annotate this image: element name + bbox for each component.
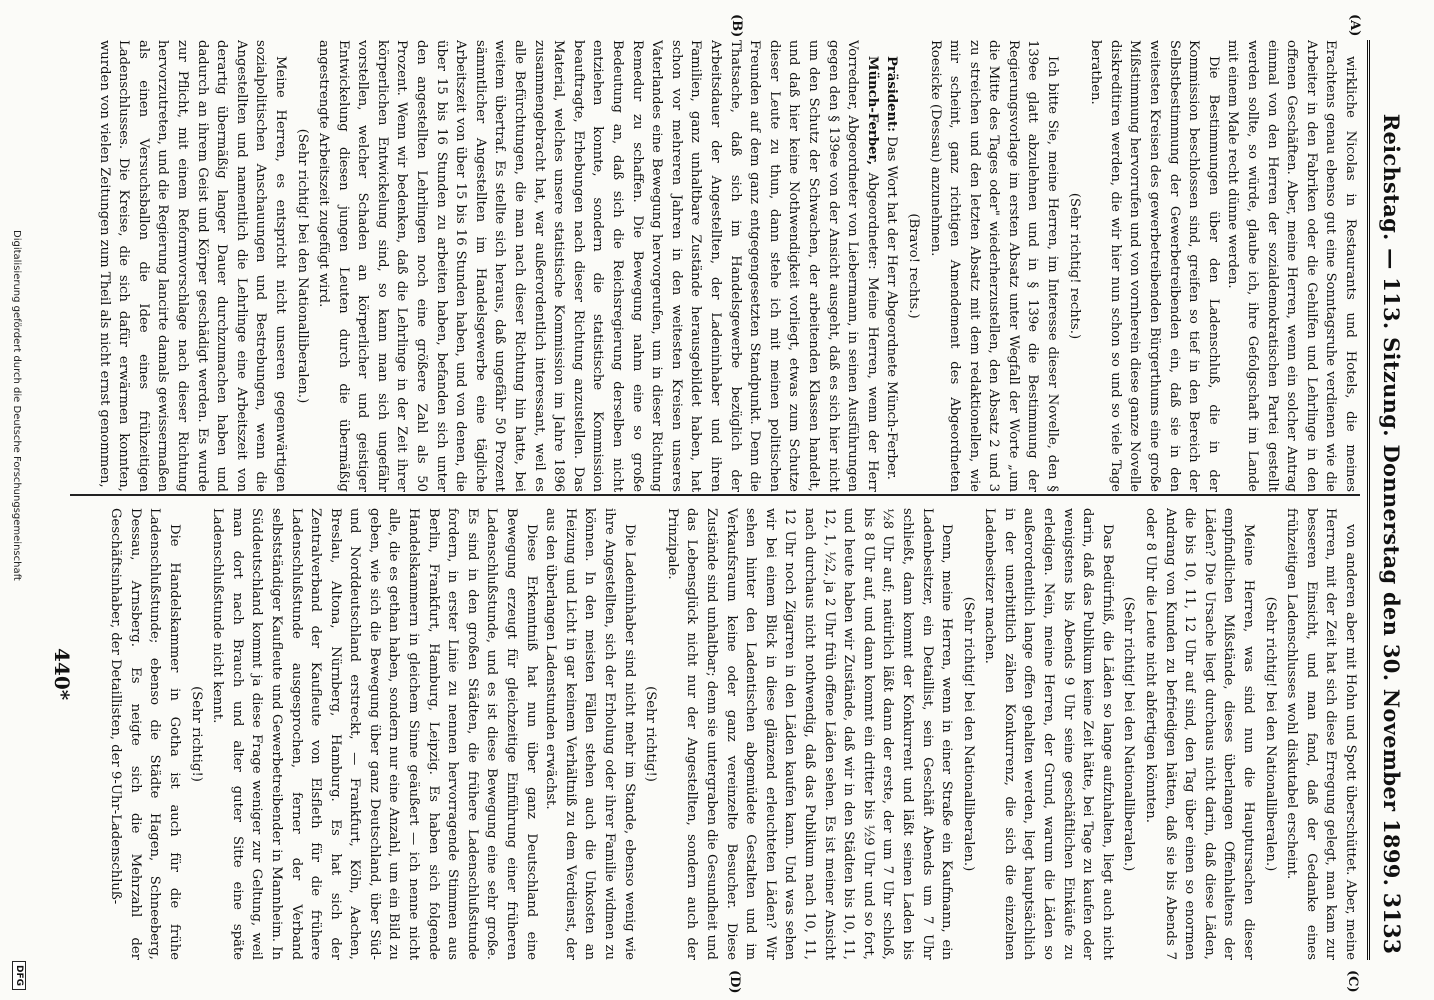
interjection: (Sehr richtig! bei den Nationalliberalen.) <box>1262 596 1278 872</box>
page-title: Reichstag. — 113. Sitzung. Donnerstag den 30. November 1899. <box>1379 113 1404 887</box>
paragraph: Ich bitte Sie, meine Herren, im Interesse dieser Novelle, den § 139ee glatt abzulehnen und in § 139e die Bestimmung der Regierungsvorlage im ersten Absatz unter Wegfall der Worte „um die Mitte des Tages oder" wiederherzustellen, den Absatz 2 und 3 zu streichen und den letzten Absatz mit dem redaktionellen, wie mir scheint, ganz richtigen Amendement des Abgeordneten Roesicke (Dessau) anzunehmen. <box>927 40 1061 492</box>
dfg-logo: DFG <box>12 961 26 990</box>
interjection: (Sehr richtig!) <box>188 686 204 782</box>
margin-marker-c: (C) <box>1345 970 1360 993</box>
paragraph: von anderen aber mit Hohn und Spott überschüttet. Aber, meine Herren, mit der Zeit hat sich diese Erregung gelegt, man kam zur besseren Einsicht, und man fand, daß der Gedanke eines frühzeitigen Ladenschlusses wohl diskutabel erscheint. <box>1284 508 1358 960</box>
paragraph: Das Bedürfniß, die Läden so lange aufzuhalten, liegt auch nicht darin, daß das Publikum keine Zeit hätte, bei Tage zu kaufen oder wenigstens bis Abends 9 Uhr seine geschäftlichen Einkäufe zu erledigen. Nein, meine Herren, der Grund, warum die Läden so außerordentlich lange offen gehalten werden, liegt hauptsächlich in der unerbittlich zähen Konkurrenz, die sich die einzelnen Ladenbesitzer machen. <box>982 508 1115 960</box>
interjection: (Sehr richtig! bei den Nationalliberalen.) <box>294 128 310 404</box>
paragraph: wirkliche Nicolas in Restaurants und Hotels, die meines Erachtens genau ebenso gut eine Sonntagsruhe verdienen wie die Arbeiter in den Fabriken oder die Gehilfen und Lehrlinge in den offenen Geschäften. Aber, meine Herren, wenn ein solcher Antrag einmal von den Herren der sozialdemokratischen Partei gestellt werden sollte, so würde, glaube ich, ihre Gefolgschaft im Lande mit einem Male recht dünne werden. <box>1225 40 1358 492</box>
margin-marker-b: (B) <box>729 14 744 38</box>
left-column <box>70 40 1360 492</box>
speech-text: Abgeordneter: Meine Herren, wenn der Herr Vorredner, Abgeordneter von Liebermann, in seinen Ausführungen gegen den § 139ee von der Ansicht ausgeht, daß es sich hier nicht um den Schutz der Schwachen, der arbeitenden Klassen handelt, und daß hier keine Nothwendigkeit vorliegt, etwas zum Schutze dieser Leute zu thun, dann stehe ich mit meinen politischen Freunden auf dem ganz entgegengesetzten Standpunkt. Denn die Thatsache, daß sich im Handelsgewerbe bezüglich der Arbeitsdauer der Angestellten, der Ladeninhaber und ihren Familien, ganz unhaltbare Zustände herausgebildet haben, hat schon vor mehreren Jahren in den weitesten Kreisen unseres Vaterlandes eine Bewegung hervorgerufen, um in dieser Richtung Remedur zu schaffen. Die Bewegung nahm eine so große Bedeutung an, daß sich die Reichsregierung derselben nicht entziehen konnte, sondern die statistische Kommission beauftragte, Erhebungen nach dieser Richtung anzustellen. Das Material, welches unsere statistische Kommission im Jahre 1896 zusammengebracht hat, war außerordentlich interessant, weil es alle Befürchtungen, die man nach dieser Richtung hin hatte, bei weitem übertraf. Es stellte sich heraus, daß ungefähr 50 Prozent sämmtlicher Angestellten im Handelsgewerbe eine tägliche Arbeitszeit von über 15 bis 16 Stunden haben, und von denen, die über 15 bis 16 Stunden zu arbeiten haben, befanden sich unter den angestellten Lehrlingen noch eine größere Zahl als 50 Prozent. Wenn wir bedenken, daß die Lehrlinge in der Zeit ihrer körperlichen Entwickelung sind, so kann man sich ungefähr vorstellen, welcher Schaden an körperlicher und geistiger Entwickelung diesen jungen Leuten durch die übermäßig angestrengte Arbeitszeit zugefügt wird. <box>316 40 880 492</box>
paragraph: Die Ladeninhaber sind nicht mehr im Stande, ebenso wenig wie ihre Angestellten, sich der Erholung oder ihrer Familie widmen zu können. In den meisten Fällen stehen auch die Unkosten an Heizung und Licht in gar keinem Verhältniß zu dem Verdienst, der aus den überlangen Ladenstunden erwächst. <box>543 508 637 960</box>
margin-marker-a: (A) <box>1347 14 1362 37</box>
digitization-note: Digitalisierung gefördert durch die Deutsche Forschungsgemeinschaft <box>11 230 22 581</box>
speaker-name: Münch-Ferber, <box>864 56 880 166</box>
paragraph: Meine Herren, was sind nun die Hauptursachen dieser empfindlichen Mißstände, dieses überlangen Offenhaltens der Läden? Die Ursache liegt durchaus nicht darin, daß diese Läden, die bis 10, 11, 12 Uhr auf sind, den Tag über einen so enormen Andrang von Kunden zu befriedigen hätten, daß sie bis Abends 7 oder 8 Uhr die Leute nicht abfertigen könnten. <box>1143 508 1257 960</box>
speaker-name: Präsident: <box>884 56 900 133</box>
speaker-paragraph <box>314 40 882 492</box>
interjection: (Sehr richtig! bei den Nationalliberalen.) <box>960 596 976 872</box>
right-column <box>70 508 1360 960</box>
speech-text: Das Wort hat der Herr Abgeordnete Münch-Ferber. <box>884 136 900 480</box>
paragraph: Denn, meine Herren, wenn in einer Straße ein Kaufmann, ein Ladenbesitzer, ein Detaillist, sein Geschäft Abends um 7 Uhr schließt, dann kommt der Konkurrent und läßt seinen Laden bis ½8 Uhr auf; natürlich läßt dann der erste, der um 7 Uhr schloß, bis 8 Uhr auf, und dann kommt ein dritter bis ½9 Uhr und so fort, und heute haben wir Zustände, daß wir in den Städten bis 10, 11, 12, 1, ½2, ja 2 Uhr früh offene Läden sehen. Es ist meiner Ansicht nach durchaus nicht nothwendig, daß das Publikum nach 10, 11, 12 Uhr noch Zigarren in den Läden kaufen kann. Und was sehen wir bei einem Blick in diese glänzend erleuchteten Läden? Wir sehen hinter den Ladentischen abgemüdete Gestalten und im Verkaufsraum keine oder ganz vereinzelte Besucher. Diese Zustände sind unhaltbar; denn sie untergraben die Gesundheit und das Lebensglück nicht nur der Angestellten, sondern auch der Prinzipale. <box>664 508 955 960</box>
paragraph: Diese Erkenntniß hat nun über ganz Deutschland eine Bewegung erzeugt für gleichzeitige Einführung einer früheren Ladenschlußstunde, und es ist diese Bewegung eine sehr große. Es sind in den großen Städten, die frühere Ladenschlußstunde fordern, in erster Linie zu nennen hervorragende Stimmen aus Berlin, Frankfurt, Hamburg, Leipzig. Es haben sich folgende Handelskammern in gleichem Sinne geäußert — ich nenne nicht alle, die es gethan haben, sondern nur eine Anzahl, um ein Bild zu geben, wie sich die Bewegung über ganz Deutschland, über Süd- und Norddeutschland erstreckt, — Frankfurt, Köln, Aachen, Breslau, Altona, Nürnberg, Hamburg. Es hat sich der Zentralverband der Kaufleute von Elsfleth für die frühere Ladenschlußstunde ausgesprochen, ferner der Verband selbstständiger Kaufleute und Gewerbetreibender in Mannheim. In Süddeutschland kommt ja diese Frage weniger zur Geltung, weil man dort nach Brauch und alter guter Sitte eine späte Ladenschlußstunde nicht kennt. <box>210 508 539 960</box>
interjection: (Sehr richtig!) <box>643 686 659 782</box>
margin-marker-d: (D) <box>727 970 742 994</box>
page-number: 3133 <box>1378 892 1404 954</box>
column-divider <box>70 494 1360 496</box>
interjection: (Sehr richtig! bei den Nationalliberalen.) <box>1121 596 1137 872</box>
sheet-signature: 440* <box>50 648 74 701</box>
interjection: (Bravo! rechts.) <box>905 213 921 319</box>
page-header <box>1367 40 1410 960</box>
paragraph: Meine Herren, es entspricht nicht unseren gegenwärtigen sozialpolitischen Anschauungen und Bestrebungen, wenn die Angestellten und namentlich die Lehrlinge eine Arbeitszeit von derartig übermäßig langer Dauer durchzumachen haben und dadurch an ihrem Geist und Körper geschädigt werden. Es wurde zur Pflicht, mit einem Reformvorschlage nach dieser Richtung hervorzutreten, und die Regierung lancirte damals gewissermaßen als einen Versuchsballon die Idee eines frühzeitigen Ladenschlusses. Die Kreise, die sich dafür erwärmen konnten, wurden von vielen Zeitungen zum Theil als nicht ernst genommen, <box>96 40 288 492</box>
paragraph: Die Bestimmungen über den Ladenschluß, die in der Kommission beschlossen sind, greifen so tief in den Bereich der Selbstbestimmung der Gewerbetreibenden ein, daß sie in den weitesten Kreisen des gewerbetreibenden Bürgerthums eine große Mißstimmung hervorrufen und von vornherein diese ganze Novelle diskreditiren werden, die wir hier nun schon so und so viele Tage berathen. <box>1088 40 1221 492</box>
speaker-paragraph <box>882 40 902 492</box>
interjection: (Sehr richtig! rechts.) <box>1066 192 1082 340</box>
paragraph: Die Handelskammer in Gotha ist auch für die frühe Ladenschlußstunde; ebenso die Städte Hagen, Schneeberg, Dessau, Arnsberg. Es neigte sich die Mehrzahl der Geschäftsinhaber, der Detaillisten, der 9-Uhr-Ladenschluß- <box>108 508 182 960</box>
